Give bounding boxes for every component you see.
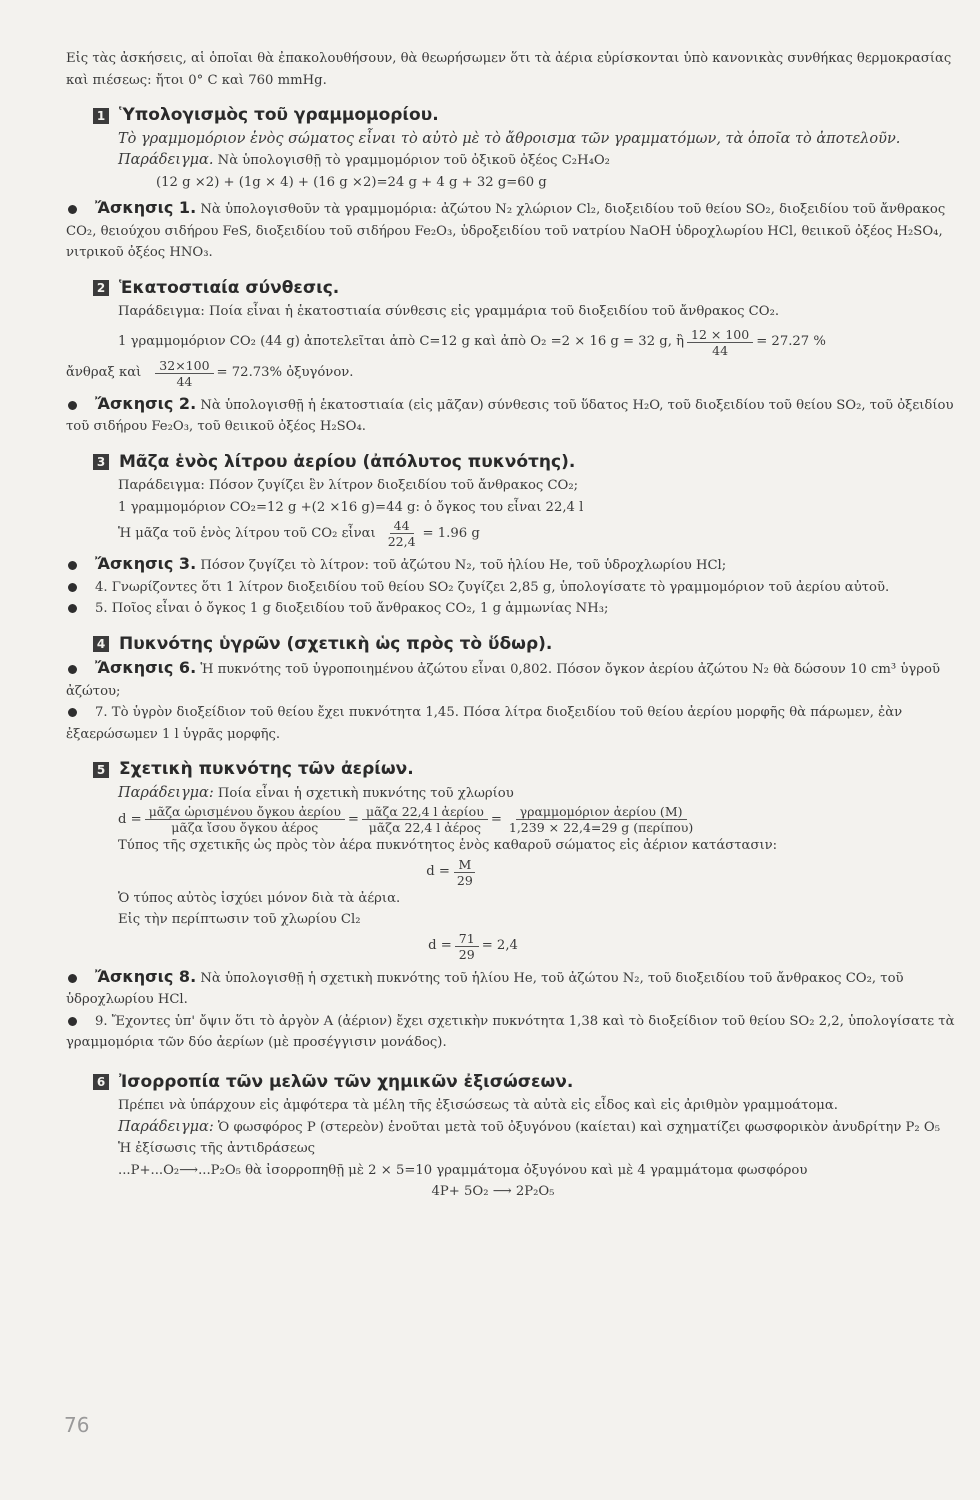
formula-intro: Τύπος τῆς σχετικῆς ὡς πρὸς τὸν ἀέρα πυκνότητος ἑνὸς καθαροῦ σώματος εἰς ἀέριον κατάστασιν: xyxy=(118,838,778,853)
exercise-text: 9. Ἔχοντες ὑπ' ὄψιν ὅτι τὸ ἀργὸν A (ἀέριον) ἔχει σχετικὴν πυκνότητα 1,38 καὶ τὸ διοξείδιον τοῦ θείου SO₂ 2,2, ὑπολογίσατε τὰ γραμμομόρια τῶν δύο ἀερίων (μὲ προσέγγισιν μονάδος). xyxy=(66,1013,955,1050)
example-line: Παράδειγμα: Πόσον ζυγίζει ἓν λίτρον διοξειδίου τοῦ ἄνθρακος CO₂; xyxy=(118,478,579,493)
example-text: Νὰ ὑπολογισθῇ τὸ γραμμομόριον τοῦ ὀξικοῦ ὀξέος C₂H₄O₂ xyxy=(217,153,610,168)
example-text: Ποία εἶναι ἡ σχετικὴ πυκνότης τοῦ χλωρίου xyxy=(217,785,514,801)
fraction xyxy=(453,857,477,888)
section-number-box: 5 xyxy=(93,762,109,778)
fraction-numerator: 32×100 xyxy=(155,358,213,374)
fraction xyxy=(455,931,479,962)
fraction-numerator: 44 xyxy=(390,518,414,534)
exercise-label: Ἄσκησις 3. xyxy=(95,554,197,573)
fraction-numerator: γραμμομόριον ἀερίου (M) xyxy=(516,804,687,820)
mass-fraction-line xyxy=(66,518,960,549)
formula-lhs: d = xyxy=(428,938,452,954)
density-lhs: d = xyxy=(118,811,142,827)
fraction-numerator: μᾶζα 22,4 l ἀερίου xyxy=(362,804,488,820)
section-3-heading xyxy=(66,452,960,474)
equals-sign: = xyxy=(347,811,359,827)
bullet-icon xyxy=(68,561,77,570)
exercise-label: Ἄσκησις 8. xyxy=(95,966,197,986)
composition-line-1 xyxy=(66,327,960,358)
bullet-icon xyxy=(68,604,77,613)
example-label: Παράδειγμα. xyxy=(118,152,214,168)
fraction-result: = 72.73% ὀξυγόνον. xyxy=(216,365,354,381)
fraction-numerator: 12 × 100 xyxy=(687,327,753,343)
example-label: Παράδειγμα: xyxy=(118,784,214,801)
equation-intro: Ἡ ἐξίσωσις τῆς ἀντιδράσεως xyxy=(118,1141,316,1156)
exercise-8 xyxy=(66,966,960,1011)
exercise-2 xyxy=(66,393,960,438)
equation-line: ...P+...O₂⟶...P₂O₅ θὰ ἰσορροπηθῇ μὲ 2 × 5=10 γραμμάτομα ὀξυγόνου καὶ μὲ 4 γραμμάτομα φωσφόρου xyxy=(118,1162,808,1178)
bullet-icon xyxy=(68,205,77,214)
exercise-5 xyxy=(66,598,960,620)
balance-rule: Πρέπει νὰ ὑπάρχουν εἰς ἀμφότερα τὰ μέλη τῆς ἐξισώσεως τὰ αὐτὰ εἰς εἶδος καὶ εἰς ἀριθμὸν γραμμοάτομα. xyxy=(118,1098,838,1113)
fraction-denominator: 1,239 × 22,4=29 g (περίπου) xyxy=(508,820,694,835)
exercise-9 xyxy=(66,1011,960,1054)
fraction-result: = 27.27 % xyxy=(756,334,826,350)
section-4-heading xyxy=(66,634,960,656)
exercise-text: 7. Τὸ ὑγρὸν διοξείδιον τοῦ θείου ἔχει πυκνότητα 1,45. Πόσα λίτρα διοξειδίου τοῦ θείου ἀερίου μορφῆς θὰ πάρωμεν, ἐὰν ἐξαερώσωμεν 1 l ὑγρᾶς μορφῆς. xyxy=(66,705,903,742)
exercise-label: Ἄσκησις 6. xyxy=(95,658,197,677)
fraction-denominator: 29 xyxy=(458,946,475,962)
fraction-result: = 1.96 g xyxy=(422,525,480,541)
section-6-heading xyxy=(66,1072,960,1094)
bullet-icon xyxy=(68,974,77,983)
section-number-box: 6 xyxy=(93,1074,109,1090)
exercise-3 xyxy=(66,553,960,577)
section-2-heading xyxy=(66,278,960,300)
example-line xyxy=(66,1117,960,1139)
exercise-6 xyxy=(66,657,960,702)
composition-text: ἄνθραξ καὶ xyxy=(66,365,142,381)
section-5-heading xyxy=(66,759,960,781)
section-number-box: 1 xyxy=(93,108,109,124)
example-line xyxy=(66,783,960,805)
exercise-text: Νὰ ὑπολογισθῇ ἡ ἑκατοστιαία (εἰς μᾶζαν) σύνθεσις τοῦ ὕδατος H₂O, τοῦ διοξειδίου τοῦ θείου SO₂, τοῦ ὀξειδίου τοῦ σιδήρου Fe₂O₃, τοῦ θειικοῦ ὀξέος H₂SO₄. xyxy=(66,397,954,434)
final-equation: 4P+ 5O₂ ⟶ 2P₂O₅ xyxy=(431,1184,555,1199)
bullet-icon xyxy=(68,665,77,674)
fraction xyxy=(145,804,345,835)
section-title: Μᾶζα ἑνὸς λίτρου ἀερίου (ἀπόλυτος πυκνότης). xyxy=(119,451,576,472)
fraction xyxy=(384,518,420,549)
fraction xyxy=(362,804,488,835)
section-number-box: 4 xyxy=(93,636,109,652)
example-line xyxy=(66,150,960,172)
fraction-numerator: 71 xyxy=(455,931,479,947)
fraction-numerator: μᾶζα ὡρισμένου ὄγκου ἀερίου xyxy=(145,804,345,820)
exercise-text: Νὰ ὑπολογισθοῦν τὰ γραμμομόρια: ἀζώτου N₂ χλώριον Cl₂, διοξειδίου τοῦ θείου SO₂, διοξειδίου τοῦ ἄνθρακος CO₂, θειούχου σιδήρου FeS, διοξειδίου τοῦ σιδήρου Fe₂O₃, ὑδροξειδίου τοῦ νατρίου NaOH ὑδροχλωρίου HCl, θειικοῦ ὀξέος H₂SO₄, νιτρικοῦ ὀξέος HNO₃. xyxy=(66,202,946,260)
fraction xyxy=(505,804,697,835)
density-formula xyxy=(66,857,960,888)
bullet-icon xyxy=(68,401,77,410)
exercise-text: 4. Γνωρίζοντες ὅτι 1 λίτρον διοξειδίου τοῦ θείου SO₂ ζυγίζει 2,85 g, ὑπολογίσατε τὸ γραμμομόριον τοῦ ἀερίου αὐτοῦ. xyxy=(95,579,890,595)
section-title: Ἰσορροπία τῶν μελῶν τῶν χημικῶν ἐξισώσεων. xyxy=(119,1071,574,1092)
mass-line: 1 γραμμομόριον CO₂=12 g +(2 ×16 g)=44 g: ὁ ὄγκος του εἶναι 22,4 l xyxy=(118,499,584,515)
bullet-icon xyxy=(68,1017,77,1026)
composition-line-2 xyxy=(66,358,960,389)
section-title: Ὑπολογισμὸς τοῦ γραμμομορίου. xyxy=(119,105,439,125)
chlorine-formula xyxy=(66,931,960,962)
fraction-denominator: μᾶζα ἴσου ὄγκου ἀέρος xyxy=(171,820,319,835)
page-number: 76 xyxy=(64,1413,90,1437)
chlorine-case: Εἰς τὴν περίπτωσιν τοῦ χλωρίου Cl₂ xyxy=(118,912,361,927)
fraction xyxy=(155,358,213,389)
fraction xyxy=(687,327,753,358)
fraction-denominator: 44 xyxy=(712,342,729,358)
formula-lhs: d = xyxy=(426,864,450,880)
equals-sign: = xyxy=(490,811,502,827)
definition-text: Τὸ γραμμομόριον ἑνὸς σώματος εἶναι τὸ αὐτὸ μὲ τὸ ἄθροισμα τῶν γραμματόμων, τὰ ὁποῖα τὸ ἀποτελοῦν. xyxy=(118,130,901,147)
section-title: Ἑκατοστιαία σύνθεσις. xyxy=(119,277,340,298)
example-line: Παράδειγμα: Ποία εἶναι ἡ ἑκατοστιαία σύνθεσις εἰς γραμμάρια τοῦ διοξειδίου τοῦ ἄνθρακος CO₂. xyxy=(118,304,780,319)
exercise-text: Ἡ πυκνότης τοῦ ὑγροποιημένου ἀζώτου εἶναι 0,802. Πόσον ὄγκον ἀερίου ἀζώτου N₂ θὰ δώσουν 10 cm³ ὑγροῦ ἀζώτου; xyxy=(66,662,940,699)
bullet-icon xyxy=(68,583,77,592)
exercise-text: 5. Ποῖος εἶναι ὁ ὄγκος 1 g διοξειδίου τοῦ ἄνθρακος CO₂, 1 g ἀμμωνίας NH₃; xyxy=(95,601,609,616)
exercise-text: Πόσον ζυγίζει τὸ λίτρον: τοῦ ἀζώτου N₂, τοῦ ἡλίου He, τοῦ ὑδροχλωρίου HCl; xyxy=(200,558,727,573)
exercise-label: Ἄσκησις 2. xyxy=(95,393,197,413)
exercise-text: Νὰ ὑπολογισθῇ ἡ σχετικὴ πυκνότης τοῦ ἡλίου He, τοῦ ἀζώτου N₂, τοῦ διοξειδίου τοῦ ἄνθρακος CO₂, τοῦ ὑδροχλωρίου HCl. xyxy=(66,970,904,1007)
exercise-4 xyxy=(66,577,960,599)
section-title: Πυκνότης ὑγρῶν (σχετικὴ ὡς πρὸς τὸ ὕδωρ). xyxy=(119,633,553,654)
fraction-denominator: 22,4 xyxy=(387,534,416,549)
fraction-denominator: μᾶζα 22,4 l ἀέρος xyxy=(368,820,482,835)
section-number-box: 3 xyxy=(93,454,109,470)
fraction-numerator: M xyxy=(454,857,475,873)
calculation: (12 g ×2) + (1g × 4) + (16 g ×2)=24 g + 4 g + 32 g=60 g xyxy=(156,174,547,190)
example-text: Ὁ φωσφόρος P (στερεὸν) ἑνοῦται μετὰ τοῦ ὀξυγόνου (καίεται) καὶ σχηματίζει φωσφορικὸν ἀνυδρίτην P₂ O₅ xyxy=(217,1119,940,1135)
exercise-7 xyxy=(66,702,960,745)
formula-note: Ὁ τύπος αὐτὸς ἰσχύει μόνον διὰ τὰ ἀέρια. xyxy=(118,890,401,906)
section-number-box: 2 xyxy=(93,280,109,296)
example-label: Παράδειγμα: xyxy=(118,1118,214,1135)
bullet-icon xyxy=(68,708,77,717)
composition-text: 1 γραμμομόριον CO₂ (44 g) ἀποτελεῖται ἀπὸ C=12 g καὶ ἀπὸ O₂ =2 × 16 g = 32 g, ἢ xyxy=(118,334,684,350)
fraction-denominator: 44 xyxy=(176,373,193,389)
mass-text: Ἡ μᾶζα τοῦ ἑνὸς λίτρου τοῦ CO₂ εἶναι xyxy=(118,525,376,541)
section-1-heading xyxy=(66,105,960,127)
intro-paragraph: Εἰς τὰς ἀσκήσεις, αἱ ὁποῖαι θὰ ἐπακολουθήσουν, θὰ θεωρήσωμεν ὅτι τὰ ἀέρια εὑρίσκονται ὑπὸ κανονικὰς συνθήκας θερμοκρασίας καὶ πιέσεως: ἤτοι 0° C καὶ 760 mmHg. xyxy=(66,51,952,88)
exercise-1 xyxy=(66,197,960,264)
fraction-result: = 2,4 xyxy=(481,938,518,954)
fraction-denominator: 29 xyxy=(456,872,473,888)
exercise-label: Ἄσκησις 1. xyxy=(95,198,197,217)
section-title: Σχετικὴ πυκνότης τῶν ἀερίων. xyxy=(119,759,414,779)
density-definition xyxy=(66,804,960,835)
